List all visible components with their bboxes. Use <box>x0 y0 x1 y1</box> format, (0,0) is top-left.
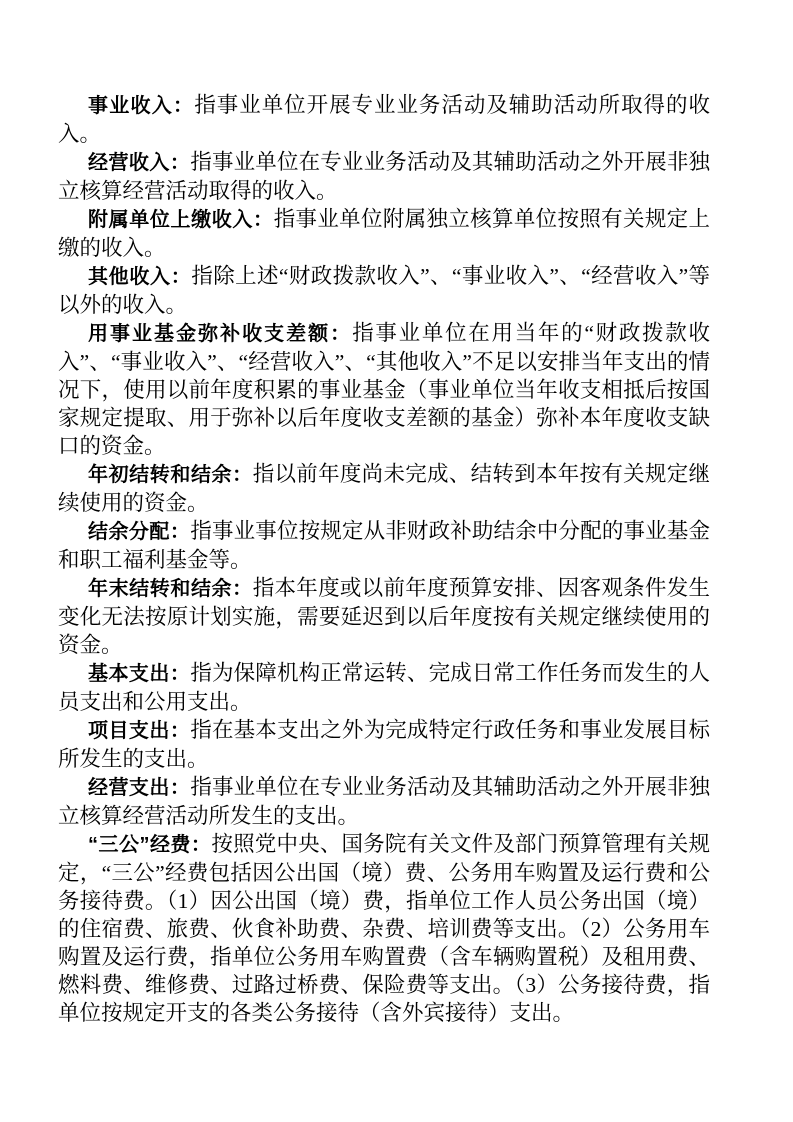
definition-paragraph <box>58 659 710 716</box>
term-label: 结余分配： <box>88 521 191 543</box>
definition-text: 指本年度或以前年度预算安排、因客观条件发生变化无法按原计划实施，需要延迟到以后年度按有关规定继续使用的资金。 <box>58 576 710 657</box>
term-label: “三公”经费： <box>88 834 212 856</box>
definition-paragraph <box>58 460 710 517</box>
definition-paragraph <box>58 262 710 319</box>
term-label: 年初结转和结余： <box>88 464 253 486</box>
definition-text: 指事业单位附属独立核算单位按照有关规定上缴的收入。 <box>58 207 710 260</box>
definition-paragraph <box>58 773 710 830</box>
definition-text: 指除上述“财政拨款收入”、“事业收入”、“经营收入”等以外的收入。 <box>58 264 711 317</box>
term-label: 事业收入： <box>88 95 195 117</box>
definition-paragraph <box>58 830 710 1027</box>
definition-paragraph <box>58 205 710 262</box>
definition-text: 指事业单位开展专业业务活动及辅助活动所取得的收入。 <box>58 93 710 146</box>
term-label: 附属单位上缴收入： <box>88 209 274 231</box>
definition-text: 指事业单位在用当年的“财政拨款收入”、“事业收入”、“经营收入”、“其他收入”不足以安排当年支出的情况下，使用以前年度积累的事业基金（事业单位当年收支相抵后按国家规定提取、用于弥补以后年度收支差额的基金）弥补本年度收支缺口的资金。 <box>58 321 710 458</box>
term-label: 年末结转和结余： <box>88 578 253 600</box>
definition-text: 指为保障机构正常运转、完成日常工作任务而发生的人员支出和公用支出。 <box>58 661 710 714</box>
term-label: 用事业基金弥补收支差额： <box>88 323 353 345</box>
definition-paragraph <box>58 517 710 574</box>
definition-text: 按照党中央、国务院有关文件及部门预算管理有关规定，“三公”经费包括因公出国（境）费、公务用车购置及运行费和公务接待费。（1）因公出国（境）费，指单位工作人员公务出国（境）的住宿费、旅费、伙食补助费、杂费、培训费等支出。（2）公务用车购置及运行费，指单位公务用车购置费（含车辆购置税）及租用费、燃料费、维修费、过路过桥费、保险费等支出。（3）公务接待费，指单位按规定开支的各类公务接待（含外宾接待）支出。 <box>58 832 710 1025</box>
definition-text: 指事业单位在专业业务活动及其辅助活动之外开展非独立核算经营活动所发生的支出。 <box>58 775 710 828</box>
definition-text: 指事业事位按规定从非财政补助结余中分配的事业基金和职工福利基金等。 <box>58 519 710 572</box>
definition-text: 指在基本支出之外为完成特定行政任务和事业发展目标所发生的支出。 <box>58 718 710 771</box>
definition-paragraph <box>58 319 710 460</box>
term-label: 项目支出： <box>88 720 191 742</box>
definition-paragraph <box>58 91 710 148</box>
definition-paragraph <box>58 148 710 205</box>
term-label: 经营收入： <box>88 152 191 174</box>
term-label: 经营支出： <box>88 777 191 799</box>
definition-text: 指事业单位在专业业务活动及其辅助活动之外开展非独立核算经营活动取得的收入。 <box>58 150 710 203</box>
term-label: 其他收入： <box>88 266 192 288</box>
definition-paragraph <box>58 716 710 773</box>
term-label: 基本支出： <box>88 663 191 685</box>
definition-text: 指以前年度尚未完成、结转到本年按有关规定继续使用的资金。 <box>58 462 710 515</box>
definition-paragraph <box>58 574 710 659</box>
